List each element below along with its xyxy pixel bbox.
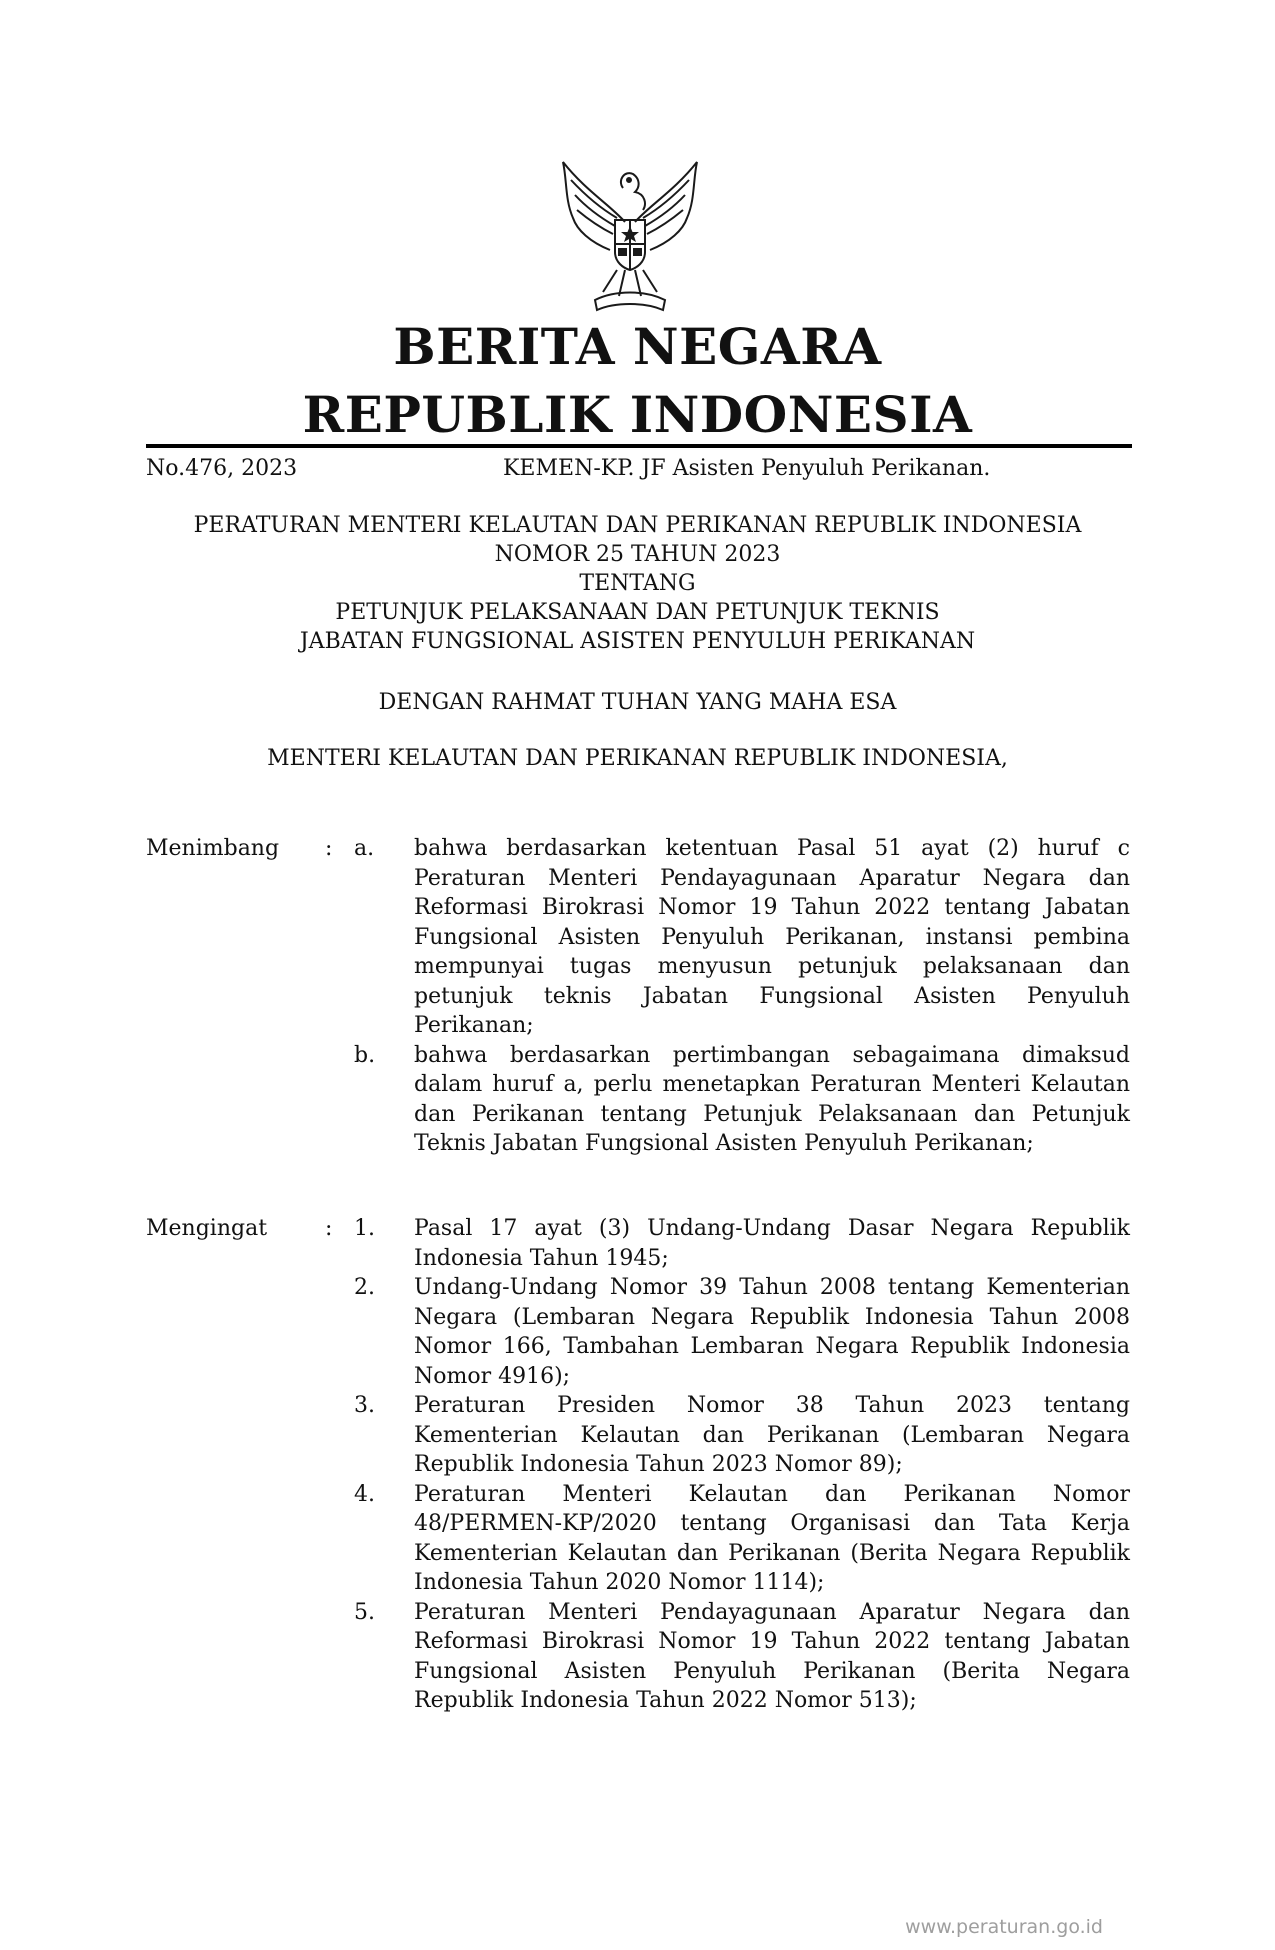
regulation-title <box>0 511 1275 656</box>
item-marker: a. <box>354 836 375 861</box>
item-text: bahwa berdasarkan ketentuan Pasal 51 ayat (2) huruf c Peraturan Menteri Pendayagunaan Aparatur Negara dan Reformasi Birokrasi Nomor 19 Tahun 2022 tentang Jabatan Fungsional Asisten Penyuluh Perikanan, instansi pembina mempunyai tugas menyusun petunjuk pelaksanaan dan petunjuk teknis Jabatan Fungsional Asisten Penyuluh Perikanan; <box>414 836 1130 1038</box>
issue-topic: KEMEN-KP. JF Asisten Penyuluh Perikanan. <box>503 456 991 481</box>
title-line: PETUNJUK PELAKSANAAN DAN PETUNJUK TEKNIS <box>335 600 940 625</box>
section-mengingat <box>0 1214 1275 1716</box>
item-marker: 5. <box>354 1599 375 1625</box>
item-marker: 3. <box>354 1393 375 1418</box>
item-text: Peraturan Presiden Nomor 38 Tahun 2023 tentang Kementerian Kelautan dan Perikanan (Lembaran Negara Republik Indonesia Tahun 2023 Nomor 89); <box>414 1393 1130 1477</box>
masthead-title-line1: BERITA NEGARA <box>393 317 882 376</box>
item-text: bahwa berdasarkan pertimbangan sebagaimana dimaksud dalam huruf a, perlu menetapkan Peraturan Menteri Kelautan dan Perikanan tentang Petunjuk Pelaksanaan dan Petunjuk Teknis Jabatan Fungsional Asisten Penyuluh Perikanan; <box>414 1042 1130 1156</box>
section-colon: : <box>325 1216 333 1241</box>
list-item <box>0 1598 1275 1716</box>
item-text: Peraturan Menteri Pendayagunaan Aparatur Negara dan Reformasi Birokrasi Nomor 19 Tahun 2022 tentang Jabatan Fungsional Asisten Penyuluh Perikanan (Berita Negara Republik Indonesia Tahun 2022 Nomor 513); <box>414 1599 1130 1713</box>
title-line: TENTANG <box>579 571 696 596</box>
website-watermark: www.peraturan.go.id <box>905 1916 1103 1938</box>
header-divider <box>146 444 1132 448</box>
preamble-invocation: DENGAN RAHMAT TUHAN YANG MAHA ESA <box>378 690 897 715</box>
item-text: Undang-Undang Nomor 39 Tahun 2008 tentang Kementerian Negara (Lembaran Negara Republik Indonesia Tahun 2008 Nomor 166, Tambahan Lembaran Negara Republik Indonesia Nomor 4916); <box>414 1275 1130 1389</box>
title-line: NOMOR 25 TAHUN 2023 <box>494 542 781 567</box>
title-line: PERATURAN MENTERI KELAUTAN DAN PERIKANAN REPUBLIK INDONESIA <box>193 513 1082 538</box>
list-item <box>0 1480 1275 1598</box>
item-marker: 2. <box>354 1275 375 1300</box>
preamble-minister: MENTERI KELAUTAN DAN PERIKANAN REPUBLIK INDONESIA, <box>267 746 1008 771</box>
list-item <box>0 1391 1275 1480</box>
section-colon: : <box>325 836 333 861</box>
issue-number: No.476, 2023 <box>146 456 298 481</box>
item-text: Peraturan Menteri Kelautan dan Perikanan Nomor 48/PERMEN-KP/2020 tentang Organisasi dan Tata Kerja Kementerian Kelautan dan Perikanan (Berita Negara Republik Indonesia Tahun 2020 Nomor 1114); <box>414 1481 1130 1595</box>
section-label: Mengingat <box>146 1216 268 1241</box>
list-item <box>0 1041 1275 1159</box>
item-text: Pasal 17 ayat (3) Undang-Undang Dasar Negara Republik Indonesia Tahun 1945; <box>414 1216 1130 1271</box>
item-marker: 4. <box>354 1481 375 1507</box>
list-item <box>0 1273 1275 1391</box>
title-line: JABATAN FUNGSIONAL ASISTEN PENYULUH PERIKANAN <box>299 629 976 654</box>
section-label: Menimbang <box>146 836 280 861</box>
item-marker: 1. <box>354 1216 375 1241</box>
section-menimbang <box>0 834 1275 1159</box>
masthead-title-line2: REPUBLIK INDONESIA <box>302 385 973 444</box>
garuda-emblem-icon <box>555 160 705 318</box>
list-item <box>0 834 1275 1041</box>
item-marker: b. <box>354 1042 376 1068</box>
list-item <box>0 1214 1275 1273</box>
